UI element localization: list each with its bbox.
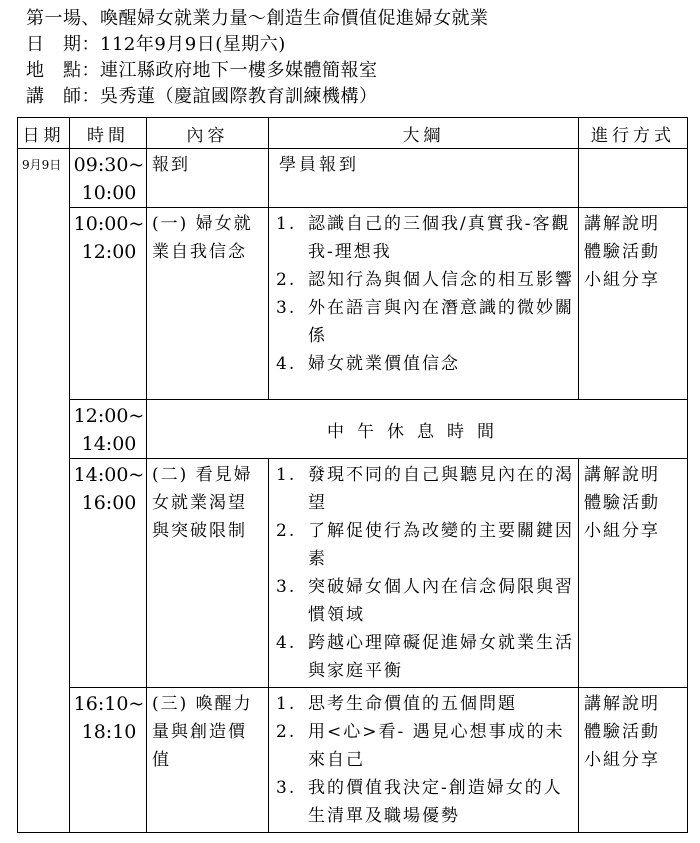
lunch-break-label: 中午休息時間 bbox=[147, 400, 688, 459]
method-cell bbox=[579, 208, 688, 400]
event-location: 地 點：連江縣政府地下一樓多媒體簡報室 bbox=[26, 60, 378, 81]
outline-item bbox=[274, 573, 574, 629]
time-start: 16:10~ bbox=[73, 693, 145, 715]
outline-item bbox=[274, 517, 574, 573]
time-cell bbox=[70, 149, 147, 208]
outline-item-number: 2. bbox=[276, 722, 297, 742]
outline-list bbox=[274, 210, 574, 378]
time-cell bbox=[70, 688, 147, 833]
content-cell: (三) 喚醒力量與創造價值 bbox=[147, 688, 269, 833]
table-row-session-1 bbox=[18, 208, 688, 400]
time-cell bbox=[70, 459, 147, 688]
outline-item-text: 婦女就業價值信念 bbox=[308, 354, 460, 374]
outline-item-number: 1. bbox=[276, 694, 297, 714]
column-header-content: 內容 bbox=[147, 118, 269, 149]
outline-item-number: 1. bbox=[276, 465, 297, 485]
outline-item bbox=[274, 266, 574, 294]
column-header-method: 進行方式 bbox=[579, 118, 688, 149]
outline-item-number: 2. bbox=[276, 270, 297, 290]
outline-item-text: 突破婦女個人內在信念侷限與習慣領域 bbox=[308, 577, 574, 625]
method-item: 講解說明 bbox=[584, 465, 660, 485]
time-end: 18:10 bbox=[81, 721, 137, 743]
method-item: 講解說明 bbox=[584, 694, 660, 714]
time-end: 14:00 bbox=[81, 433, 137, 455]
outline-item bbox=[274, 718, 574, 774]
table-row-checkin bbox=[18, 149, 688, 208]
outline-item-number: 2. bbox=[276, 521, 297, 541]
method-item: 講解說明 bbox=[584, 214, 660, 234]
content-cell: (一) 婦女就業自我信念 bbox=[147, 208, 269, 400]
outline-item-text: 認識自己的三個我/真實我-客觀我-理想我 bbox=[308, 214, 571, 262]
method-cell bbox=[579, 688, 688, 833]
document-header bbox=[26, 6, 686, 110]
method-item: 小組分享 bbox=[584, 521, 660, 541]
outline-cell bbox=[269, 149, 579, 208]
time-end: 10:00 bbox=[81, 182, 137, 204]
outline-item-text: 我的價值我決定-創造婦女的人生清單及職場優勢 bbox=[308, 778, 563, 826]
outline-list bbox=[274, 690, 574, 830]
outline-item-number: 3. bbox=[276, 778, 297, 798]
column-header-date: 日期 bbox=[18, 118, 70, 149]
outline-item-text: 思考生命價值的五個問題 bbox=[308, 694, 517, 714]
schedule-table bbox=[17, 117, 688, 833]
outline-item bbox=[274, 210, 574, 266]
outline-item bbox=[274, 461, 574, 517]
outline-item-number: 4. bbox=[276, 354, 297, 374]
time-cell bbox=[70, 400, 147, 459]
outline-item bbox=[274, 690, 574, 718]
time-start: 10:00~ bbox=[73, 213, 145, 235]
event-date: 日 期：112年9月9日(星期六) bbox=[26, 34, 286, 55]
outline-item-number: 1. bbox=[276, 214, 297, 234]
date-cell: 9月9日 bbox=[18, 149, 70, 833]
event-title: 第一場、喚醒婦女就業力量～創造生命價值促進婦女就業 bbox=[26, 8, 489, 29]
table-header-row bbox=[18, 118, 688, 149]
method-item: 體驗活動 bbox=[584, 722, 660, 742]
outline-cell bbox=[269, 688, 579, 833]
outline-item-number: 3. bbox=[276, 298, 297, 318]
outline-text: 學員報到 bbox=[279, 155, 359, 175]
event-speaker: 講 師：吳秀蓮（慶誼國際教育訓練機構） bbox=[26, 86, 378, 107]
method-item: 體驗活動 bbox=[584, 493, 660, 513]
column-header-outline: 大綱 bbox=[269, 118, 579, 149]
time-start: 09:30~ bbox=[73, 154, 145, 176]
outline-item-text: 認知行為與個人信念的相互影響 bbox=[308, 270, 574, 290]
time-end: 12:00 bbox=[81, 241, 137, 263]
outline-item-text: 了解促使行為改變的主要關鍵因素 bbox=[308, 521, 574, 569]
outline-list bbox=[274, 461, 574, 685]
time-end: 16:00 bbox=[81, 492, 137, 514]
time-start: 14:00~ bbox=[73, 464, 145, 486]
column-header-time: 時間 bbox=[70, 118, 147, 149]
content-cell: 報到 bbox=[147, 149, 269, 208]
outline-item bbox=[274, 294, 574, 350]
table-row-session-2 bbox=[18, 459, 688, 688]
outline-item bbox=[274, 774, 574, 830]
method-cell bbox=[579, 459, 688, 688]
outline-cell bbox=[269, 459, 579, 688]
outline-item-number: 4. bbox=[276, 633, 297, 653]
time-start: 12:00~ bbox=[73, 405, 145, 427]
method-cell bbox=[579, 149, 688, 208]
outline-item bbox=[274, 629, 574, 685]
time-cell bbox=[70, 208, 147, 400]
content-cell: (二) 看見婦女就業渴望與突破限制 bbox=[147, 459, 269, 688]
outline-item-number: 3. bbox=[276, 577, 297, 597]
outline-item-text: 用<心>看- 遇見心想事成的未來自己 bbox=[308, 722, 565, 770]
method-item: 體驗活動 bbox=[584, 242, 660, 262]
outline-cell bbox=[269, 208, 579, 400]
outline-item-text: 跨越心理障礙促進婦女就業生活與家庭平衡 bbox=[308, 633, 574, 681]
outline-item-text: 外在語言與內在潛意識的微妙關係 bbox=[308, 298, 574, 346]
outline-item bbox=[274, 350, 574, 378]
table-row-session-3 bbox=[18, 688, 688, 833]
method-item: 小組分享 bbox=[584, 270, 660, 290]
method-item: 小組分享 bbox=[584, 750, 660, 770]
outline-item-text: 發現不同的自己與聽見內在的渴望 bbox=[308, 465, 574, 513]
table-row-lunch bbox=[18, 400, 688, 459]
